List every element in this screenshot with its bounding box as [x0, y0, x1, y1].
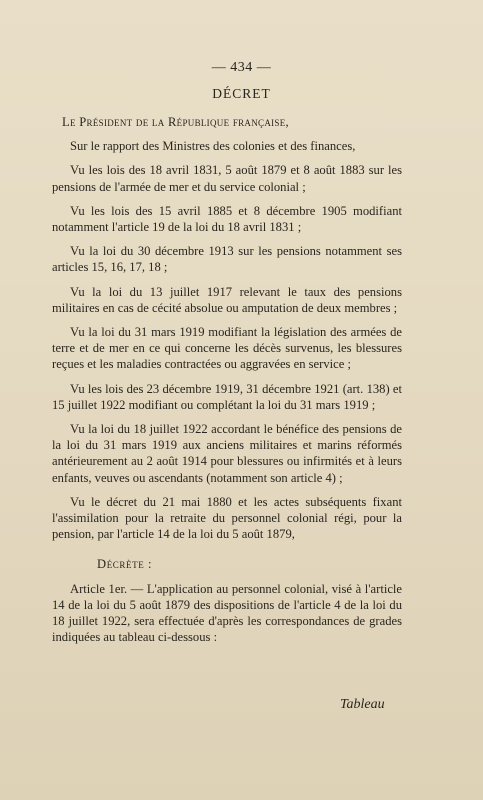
vu-paragraph-1: Vu les lois des 18 avril 1831, 5 août 1879 et 8 août 1883 sur les pensions de l'armée de mer et du service colonial ; — [52, 163, 402, 194]
closing-tableau: Tableau — [340, 697, 385, 712]
decrete-heading: Décrète : — [97, 557, 153, 572]
decree-body — [52, 114, 402, 645]
vu-paragraph-2: Vu les lois des 15 avril 1885 et 8 décembre 1905 modifiant notamment l'article 19 de la loi du 18 avril 1831 ; — [52, 203, 402, 235]
vu-paragraph-7: Vu la loi du 18 juillet 1922 accordant le bénéfice des pensions de la loi du 31 mars 1919 aux anciens militaires et marins réformés antérieurement au 2 août 1914 pour blessures ou infirmités et à leurs enfants, veuves ou ascendants (notamment son article 4) ; — [52, 422, 402, 485]
preamble-report: Sur le rapport des Ministres des colonies et des finances, — [70, 139, 356, 154]
vu-paragraph-3: Vu la loi du 30 décembre 1913 sur les pensions notamment ses articles 15, 16, 17, 18 ; — [52, 244, 402, 275]
article-1: Article 1er. — L'application au personnel colonial, visé à l'article 14 de la loi du 5 août 1879 des dispositions de l'article 4 de la loi du 18 juillet 1922, sera effectuée d'après les correspondances de grades indiquées au tableau ci-dessous : — [52, 581, 402, 645]
vu-paragraph-6: Vu les lois des 23 décembre 1919, 31 décembre 1921 (art. 138) et 15 juillet 1922 modifiant ou complétant la loi du 31 mars 1919 ; — [52, 381, 402, 412]
vu-paragraph-8: Vu le décret du 21 mai 1880 et les actes subséquents fixant l'assimilation pour la retraite du personnel colonial régi, pour la pension, par l'article 14 de la loi du 5 août 1879, — [52, 494, 402, 542]
vu-paragraph-4: Vu la loi du 13 juillet 1917 relevant le taux des pensions militaires en cas de cécité absolue ou amputation de deux membres ; — [52, 284, 402, 315]
page-number: — 434 — — [211, 60, 272, 75]
preamble-president: Le Président de la République française, — [62, 115, 289, 129]
vu-paragraph-5: Vu la loi du 31 mars 1919 modifiant la législation des armées de terre et de mer en ce qui concerne les décès survenus, les blessures reçues et les maladies contractées ou aggravées en service ; — [52, 325, 402, 372]
decree-title: DÉCRET — [212, 86, 271, 101]
